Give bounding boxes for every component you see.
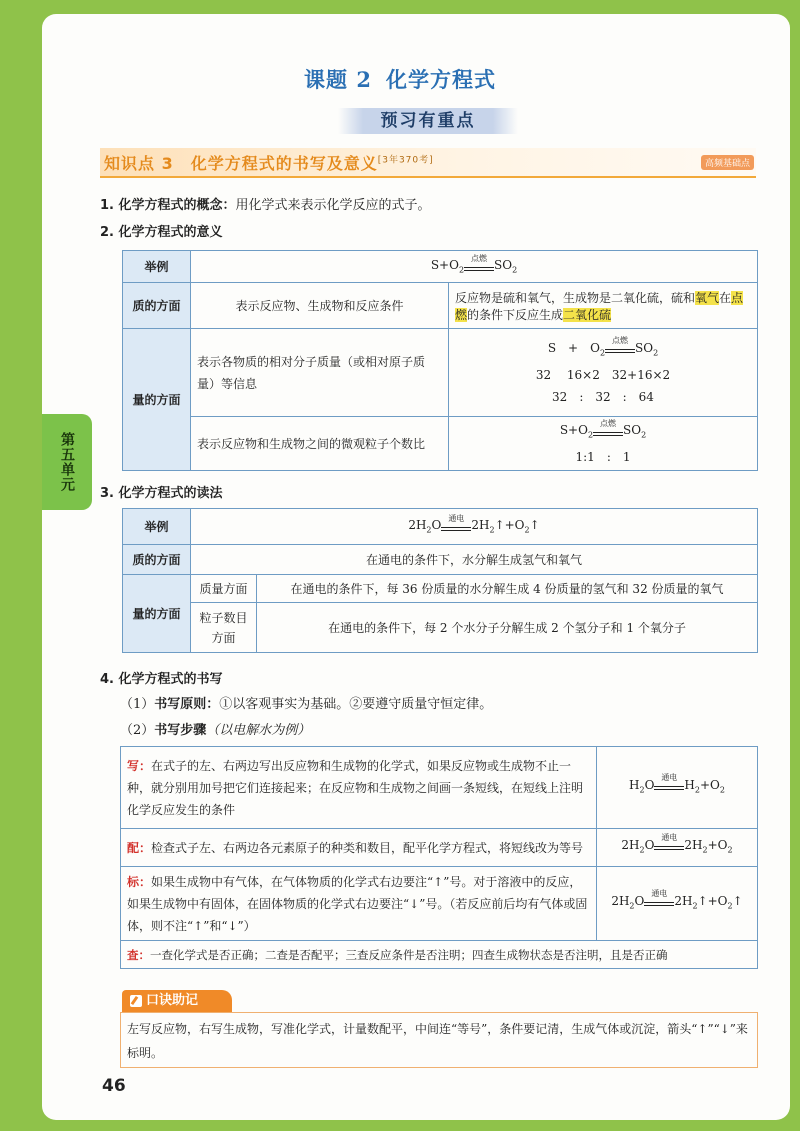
step-mark-equation: $2H_2O$ 通电 $2H_2↑+O_2↑$ bbox=[597, 867, 758, 941]
electrolysis-equation: $2H_2O$ 通电 $2H_2↑+O_2↑$ bbox=[191, 509, 758, 545]
writing-steps-table bbox=[120, 746, 758, 969]
reading-table bbox=[122, 508, 758, 653]
unit-side-tab: 第五单元 bbox=[42, 414, 92, 510]
section-banner: 预习有重点 bbox=[338, 108, 518, 134]
quality-label: 质的方面 bbox=[123, 545, 191, 575]
table-row bbox=[123, 603, 758, 653]
table-row bbox=[121, 747, 758, 829]
mnemonic-text: 左写反应物，右写生成物，写准化学式，计量数配平，中间连“等号”，条件要记清，生成气体或沉淀，箭头“↑”“↓”来标明。 bbox=[120, 1012, 758, 1068]
page-number: 46 bbox=[102, 1076, 126, 1096]
step-mark: 标：如果生成物中有气体，在气体物质的化学式右边要注“↑”号。对于溶液中的反应，如果生成物中有固体，在固体物质的化学式右边要注“↓”号。（若反应前后均有气体或固体，则不注“↑”和“↓”） bbox=[121, 867, 597, 941]
section-4-heading: 4. 化学方程式的书写 bbox=[100, 672, 223, 687]
mass-reading: 在通电的条件下，每 36 份质量的水分解生成 4 份质量的氢气和 32 份质量的氧气 bbox=[257, 575, 758, 603]
table-row bbox=[123, 329, 758, 417]
quantity-particle-example: $S+O_2$ 点燃 $SO_2$ 1:1 : 1 bbox=[449, 417, 758, 471]
step-write: 写：在式子的左、右两边写出反应物和生成物的化学式，如果反应物或生成物不止一种，就分别用加号把它们连接起来；在反应物和生成物之间画一条短线，在短线上注明化学反应发生的条件 bbox=[121, 747, 597, 829]
page-title bbox=[0, 64, 800, 94]
quality-example: 反应物是硫和氧气，生成物是二氧化硫，硫和氧气在点燃的条件下反应生成二氧化硫 bbox=[449, 283, 758, 329]
quantity-label: 量的方面 bbox=[123, 575, 191, 653]
writing-principle: （1）书写原则：①以客观事实为基础。②要遵守质量守恒定律。 bbox=[120, 697, 493, 712]
meaning-table bbox=[122, 250, 758, 471]
quantity-mass-example: S + $O_2$ 点燃 $SO_2$ 32 16×2 32+16×2 32 : 32 : 64 bbox=[449, 329, 758, 417]
exam-frequency-tag: [3年370考] bbox=[377, 155, 434, 166]
example-label: 举例 bbox=[123, 509, 191, 545]
writing-steps-heading: （2）书写步骤（以电解水为例） bbox=[120, 723, 311, 738]
particle-reading: 在通电的条件下，每 2 个水分子分解生成 2 个氢分子和 1 个氧分子 bbox=[257, 603, 758, 653]
table-row bbox=[121, 829, 758, 867]
step-balance: 配：检查式子左、右两边各元素原子的种类和数目，配平化学方程式，将短线改为等号 bbox=[121, 829, 597, 867]
table-row bbox=[123, 545, 758, 575]
step-balance-equation: $2H_2O$ 通电 $2H_2+O_2$ bbox=[597, 829, 758, 867]
table-row bbox=[121, 941, 758, 969]
table-row bbox=[123, 509, 758, 545]
section-3-heading: 3. 化学方程式的读法 bbox=[100, 486, 223, 501]
table-row bbox=[123, 283, 758, 329]
quantity-particle-description: 表示反应物和生成物之间的微观粒子个数比 bbox=[191, 417, 449, 471]
step-check: 查：一查化学式是否正确；二查是否配平；三查反应条件是否注明；四查生成物状态是否注明，且是否正确 bbox=[121, 941, 758, 969]
step-write-equation: $H_2O$ 通电 $H_2+O_2$ bbox=[597, 747, 758, 829]
quality-description: 表示反应物、生成物和反应条件 bbox=[191, 283, 449, 329]
quality-reading: 在通电的条件下，水分解生成氢气和氧气 bbox=[191, 545, 758, 575]
table-row bbox=[123, 251, 758, 283]
example-equation: $S+O_2$ 点燃 $SO_2$ bbox=[191, 251, 758, 283]
particle-aspect-label: 粒子数目方面 bbox=[191, 603, 257, 653]
example-label: 举例 bbox=[123, 251, 191, 283]
quantity-mass-description: 表示各物质的相对分子质量（或相对原子质量）等信息 bbox=[191, 329, 449, 417]
knowledge-point-bar bbox=[100, 148, 756, 178]
pencil-icon bbox=[130, 995, 142, 1007]
section-1-heading: 1. 化学方程式的概念：用化学式来表示化学反应的式子。 bbox=[100, 198, 431, 213]
frequency-badge: 高频基础点 bbox=[701, 155, 754, 170]
table-row bbox=[123, 575, 758, 603]
table-row bbox=[121, 867, 758, 941]
quantity-label: 量的方面 bbox=[123, 329, 191, 471]
knowledge-point-title: 知识点 3 化学方程式的书写及意义[3年370考] bbox=[104, 154, 434, 173]
quality-label: 质的方面 bbox=[123, 283, 191, 329]
lesson-number: 课题 2 bbox=[304, 67, 372, 92]
lesson-name: 化学方程式 bbox=[385, 67, 496, 92]
mnemonic-header: 口诀助记 bbox=[122, 990, 232, 1012]
section-2-heading: 2. 化学方程式的意义 bbox=[100, 225, 223, 240]
mass-aspect-label: 质量方面 bbox=[191, 575, 257, 603]
table-row bbox=[123, 417, 758, 471]
